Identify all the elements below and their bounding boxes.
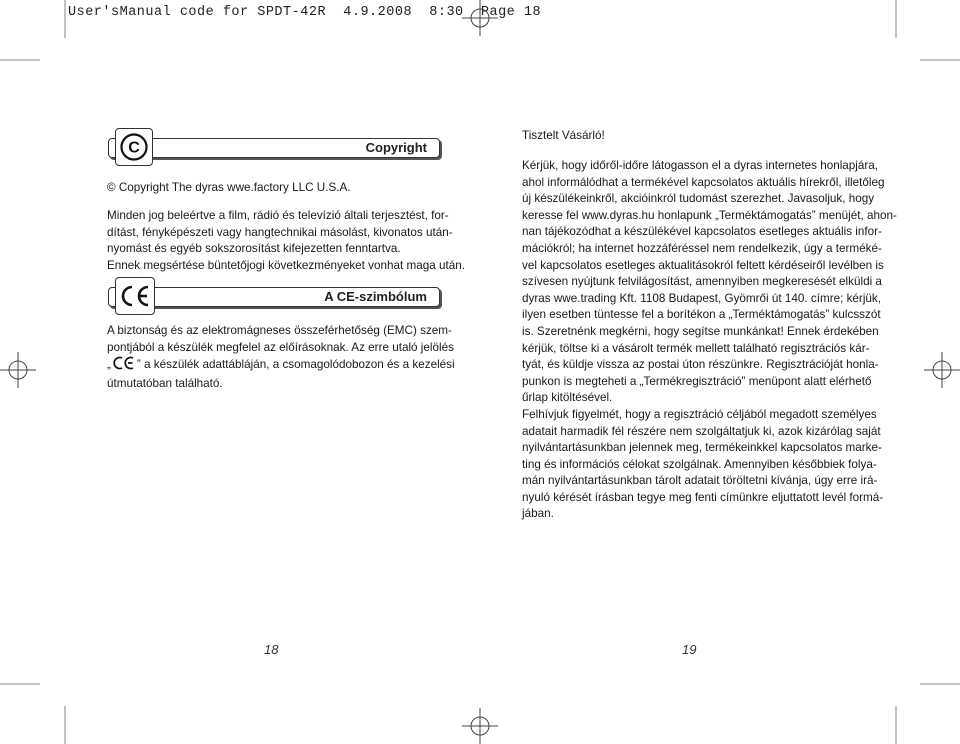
- greeting: Tisztelt Vásárló!: [522, 129, 605, 142]
- paragraph-line: ting és információs célokat szolgálnak. Amennyiben későbbiek folya-: [522, 457, 877, 471]
- paragraph-line: nyuló kérését írásban tegye meg fenti címünkre eljuttatott levél formá-: [522, 490, 884, 504]
- ce-section-bar: [108, 287, 440, 307]
- paragraph-line: jában.: [522, 507, 554, 521]
- paragraph-line: Felhívjuk figyelmét, hogy a regisztráció céljából megadott személyes: [522, 407, 877, 421]
- paragraph-line: szívesen nyújtunk felvilágosítást, amennyiben megkeresését elküldi a: [522, 275, 882, 289]
- paragraph-line: nan tájékozódhat a készülékével kapcsolatos esetleges aktuális infor-: [522, 225, 882, 239]
- paragraph-line: tyát, és küldje vissza az postai úton részünkre. Regisztrációját honla-: [522, 358, 879, 372]
- paragraph-line: vel kapcsolatos esetleges aktualitásokról feltett kérdéseiről levélben is: [522, 258, 884, 272]
- copyright-paragraph: [107, 208, 465, 274]
- copyright-section-title: Copyright: [365, 140, 427, 155]
- paragraph-line: nyomást és egyéb sokszorosítást kifejezetten fenntartva.: [107, 242, 401, 256]
- quote-open: „: [107, 358, 111, 372]
- paragraph-line: Minden jog beleértve a film, rádió és televízió általi terjesztést, for-: [107, 209, 449, 222]
- ce-mark-icon: [113, 356, 135, 376]
- print-header: User'sManual code for SPDT-42R 4.9.2008 8:30 Page 18: [68, 5, 542, 20]
- paragraph-line: űrlap kitöltésével.: [522, 391, 613, 405]
- paragraph-line: mációkról; ha internet hozzáféréssel nem rendelkezik, úgy a terméké-: [522, 241, 882, 255]
- paragraph-line: ilyen esetben tüntesse fel a borítékon a „Terméktámogatás” kulcsszót: [522, 308, 881, 322]
- paragraph-line: ahol informálódhat a termékével kapcsolatos aktuális hírekről, illetőleg: [522, 175, 885, 189]
- paragraph-line: Ennek megsértése büntetőjogi következményeket vonhat maga után.: [107, 258, 465, 272]
- paragraph-line: Kérjük, hogy időről-időre látogasson el a dyras internetes honlapjára,: [522, 159, 879, 172]
- right-page-body: [522, 158, 897, 523]
- paragraph-line: keresse fel www.dyras.hu honlapunk „Terméktámogatás” menüjét, ahon-: [522, 208, 897, 222]
- paragraph-line: dítást, fényképészeti vagy hangtechnikai másolást, kivonatos után-: [107, 225, 453, 239]
- paragraph-line: [107, 356, 455, 376]
- paragraph-line: nyilvántartásunkban jelennek meg, termékeinkkel kapcsolatos marke-: [522, 441, 882, 455]
- paragraph-line: A biztonság és az elektromágneses összeférhetőség (EMC) szem-: [107, 324, 452, 337]
- paragraph-line: adatait harmadik fél részére nem szolgáltatjuk ki, azok kizárólag saját: [522, 424, 881, 438]
- paragraph-line: útmutatóban található.: [107, 376, 223, 390]
- svg-text:C: C: [128, 139, 140, 157]
- paragraph-line: dyras wwe.trading Kft. 1108 Budapest, Gyömrői út 140. címre; kérjük,: [522, 291, 882, 305]
- ce-section-title: A CE-szimbólum: [324, 289, 427, 304]
- paragraph-line: pontjából a készülék megfelel az előírásoknak. Az erre utaló jelölés: [107, 340, 454, 354]
- page-number-left: 18: [264, 642, 279, 657]
- page-number-right: 19: [682, 642, 697, 657]
- paragraph-line: punkon is megteheti a „Termékregisztráció” menüpont alatt elérhető: [522, 374, 872, 388]
- copyright-icon: [115, 128, 153, 166]
- paragraph-line: mán nyilvántartásunkban tárolt adatait töröltetni kívánja, úgy erre irá-: [522, 474, 878, 488]
- paragraph-line: új készülékeinkről, akcióinkról tudomást szerezhet. Javasoljuk, hogy: [522, 192, 875, 206]
- ce-line-suffix: ” a készülék adattábláján, a csomagolódobozon és a kezelési: [136, 358, 455, 372]
- ce-paragraph: [107, 323, 455, 392]
- paragraph-line: is. Szeretnénk megkérni, hogy segítse munkánkat! Ennek érdekében: [522, 324, 879, 338]
- copyright-line: © Copyright The dyras wwe.factory LLC U.S.A.: [107, 181, 351, 194]
- ce-mark-icon: [115, 277, 155, 315]
- copyright-section-bar: [108, 138, 440, 158]
- paragraph-line: kérjük, töltse ki a vásárolt termék mellett található regisztrációs kár-: [522, 341, 870, 355]
